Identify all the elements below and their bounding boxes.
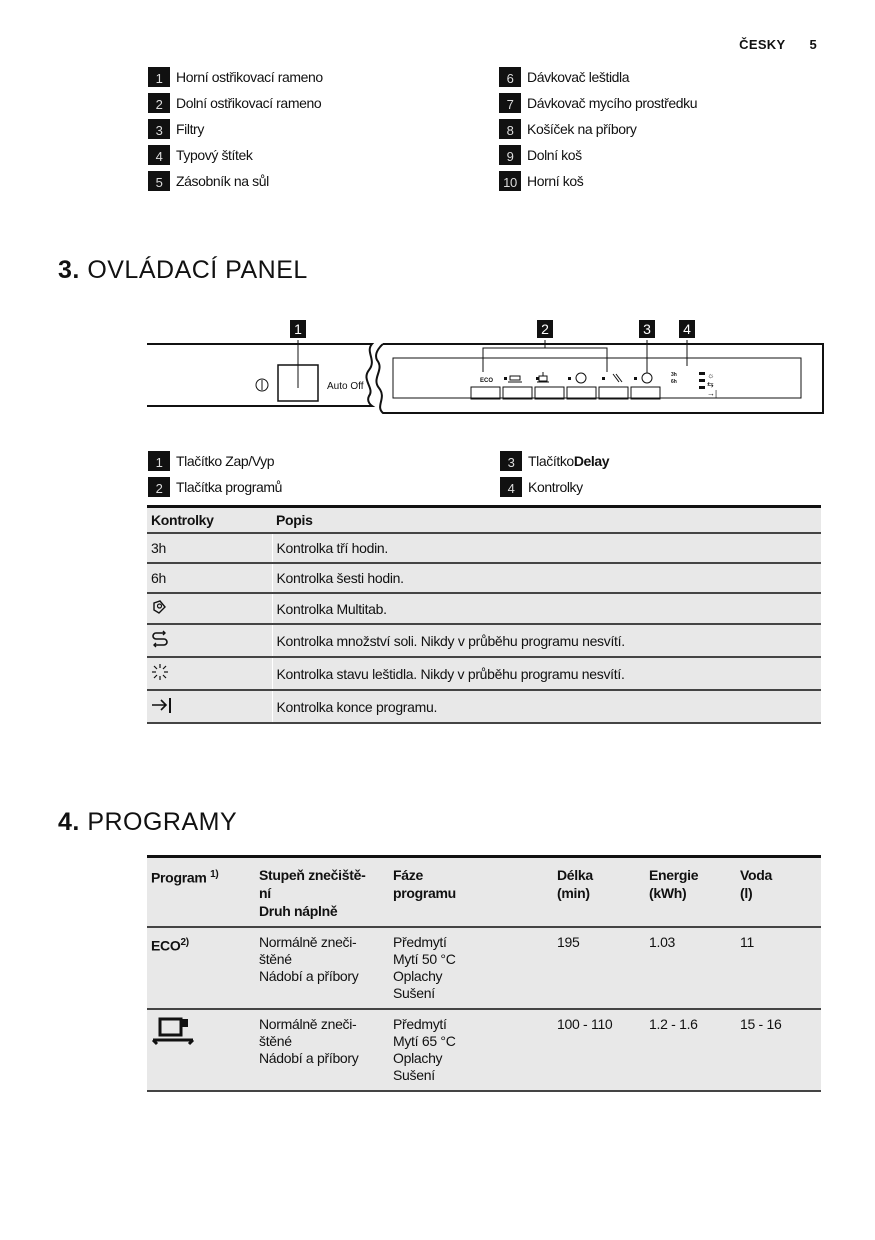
column-header: Popis [272, 507, 821, 534]
soil-cell: Normálně zneči- štěné Nádobí a příbory [255, 927, 389, 1009]
legend-label: Kontrolky [528, 478, 583, 495]
section-3-heading [58, 256, 308, 285]
legend-item [148, 118, 323, 139]
energy-cell: 1.03 [645, 927, 736, 1009]
legend-item [500, 476, 609, 497]
indicator-cell: 6h [147, 563, 272, 593]
legend-number: 3 [500, 451, 522, 471]
description-cell: Kontrolka tří hodin. [272, 533, 821, 563]
column-header: Kontrolky [147, 507, 272, 534]
indicator-cell: 3h [147, 533, 272, 563]
soil-cell: Normálně zneči- štěné Nádobí a příbory [255, 1009, 389, 1091]
phase-cell: Předmytí Mytí 50 °C Oplachy Sušení [389, 927, 553, 1009]
svg-text:6h: 6h [671, 379, 677, 385]
panel-legend-left [148, 450, 282, 497]
column-header-soil: Stupeň znečiště- ní Druh náplně [255, 857, 389, 928]
indicator-cell [147, 624, 272, 657]
description-cell: Kontrolka stavu leštidla. Nikdy v průběhu programu nesvítí. [272, 657, 821, 690]
cup-icon [151, 1016, 195, 1048]
parts-legend-right [499, 66, 697, 191]
svg-text:→|: →| [707, 389, 718, 398]
length-cell: 100 - 110 [553, 1009, 645, 1091]
svg-text:4: 4 [683, 321, 691, 337]
legend-item [500, 450, 609, 471]
legend-number: 4 [500, 477, 522, 497]
legend-number: 10 [499, 171, 521, 191]
legend-item [499, 92, 697, 113]
legend-item [499, 66, 697, 87]
legend-label: Filtry [176, 120, 204, 137]
svg-text:2: 2 [541, 321, 549, 337]
description-cell: Kontrolka Multitab. [272, 593, 821, 624]
rinse-aid-icon [151, 663, 169, 681]
indicators-table [147, 505, 821, 724]
programs-table [147, 855, 821, 1092]
table-row [147, 927, 821, 1009]
length-cell: 195 [553, 927, 645, 1009]
column-header-program: Program $^{1)}$ [147, 857, 255, 928]
legend-label: Horní ostřikovací rameno [176, 68, 323, 85]
program-cell: ECO$^{2)}$ [147, 927, 255, 1009]
legend-number: 2 [148, 477, 170, 497]
description-cell: Kontrolka konce programu. [272, 690, 821, 723]
section-title: PROGRAMY [87, 808, 238, 836]
column-header-length: Délka (min) [553, 857, 645, 928]
legend-item [148, 144, 323, 165]
table-header-row [147, 507, 821, 534]
legend-label: Dolní ostřikovací rameno [176, 94, 322, 111]
table-row [147, 533, 821, 563]
legend-item [148, 170, 323, 191]
language-label: ČESKY [739, 37, 786, 52]
legend-number: 2 [148, 93, 170, 113]
legend-label: Typový štítek [176, 146, 253, 163]
table-row [147, 1009, 821, 1091]
svg-text:1: 1 [294, 321, 302, 337]
legend-label: Tlačítko [528, 452, 574, 469]
page-number: 5 [809, 37, 817, 52]
section-number: 3. [58, 256, 80, 284]
legend-item [499, 170, 697, 191]
program-cell [147, 1009, 255, 1091]
indicator-cell [147, 657, 272, 690]
legend-item [148, 476, 282, 497]
indicator-cell [147, 690, 272, 723]
section-4-heading [58, 808, 237, 837]
svg-text:⇆: ⇆ [707, 380, 714, 389]
control-panel-diagram [147, 318, 827, 418]
svg-text:3: 3 [643, 321, 651, 337]
legend-number: 1 [148, 67, 170, 87]
panel-legend-right [500, 450, 609, 497]
table-row [147, 690, 821, 723]
table-header-row [147, 857, 821, 928]
legend-bold-label: Delay [573, 452, 610, 469]
legend-label: Dávkovač mycího prostředku [527, 94, 698, 111]
water-cell: 15 - 16 [736, 1009, 821, 1091]
salt-icon [151, 630, 169, 648]
legend-number: 1 [148, 451, 170, 471]
legend-label: Dolní koš [527, 146, 582, 163]
svg-text:Auto Off: Auto Off [327, 381, 364, 392]
phase-cell: Předmytí Mytí 65 °C Oplachy Sušení [389, 1009, 553, 1091]
legend-number: 7 [499, 93, 521, 113]
control-panel-illustration [147, 318, 827, 418]
water-cell: 11 [736, 927, 821, 1009]
legend-item [499, 118, 697, 139]
legend-number: 4 [148, 145, 170, 165]
legend-number: 3 [148, 119, 170, 139]
description-cell: Kontrolka množství soli. Nikdy v průběhu programu nesvítí. [272, 624, 821, 657]
legend-item [148, 66, 323, 87]
indicator-cell [147, 593, 272, 624]
column-header-energy: Energie (kWh) [645, 857, 736, 928]
page-header [739, 37, 817, 52]
column-header-phase: Fáze programu [389, 857, 553, 928]
legend-label: Košíček na příbory [527, 120, 637, 137]
parts-legend-left [148, 66, 323, 191]
table-row [147, 593, 821, 624]
legend-number: 9 [499, 145, 521, 165]
legend-label: Tlačítko Zap/Vyp [176, 452, 275, 469]
table-row [147, 657, 821, 690]
svg-text:ECO: ECO [480, 378, 494, 384]
multitab-icon [151, 599, 167, 615]
section-title: OVLÁDACÍ PANEL [87, 256, 308, 284]
table-row [147, 624, 821, 657]
legend-label: Dávkovač leštidla [527, 68, 630, 85]
end-program-icon [151, 696, 173, 714]
description-cell: Kontrolka šesti hodin. [272, 563, 821, 593]
legend-label: Zásobník na sůl [176, 172, 269, 189]
column-header-water: Voda (l) [736, 857, 821, 928]
legend-item [148, 92, 323, 113]
section-number: 4. [58, 808, 80, 836]
table-row [147, 563, 821, 593]
legend-number: 5 [148, 171, 170, 191]
svg-text:☼: ☼ [707, 371, 715, 380]
legend-label: Tlačítka programů [176, 478, 283, 495]
legend-number: 8 [499, 119, 521, 139]
legend-item [499, 144, 697, 165]
legend-number: 6 [499, 67, 521, 87]
legend-label: Horní koš [527, 172, 584, 189]
legend-item [148, 450, 282, 471]
svg-text:3h: 3h [671, 372, 677, 378]
energy-cell: 1.2 - 1.6 [645, 1009, 736, 1091]
